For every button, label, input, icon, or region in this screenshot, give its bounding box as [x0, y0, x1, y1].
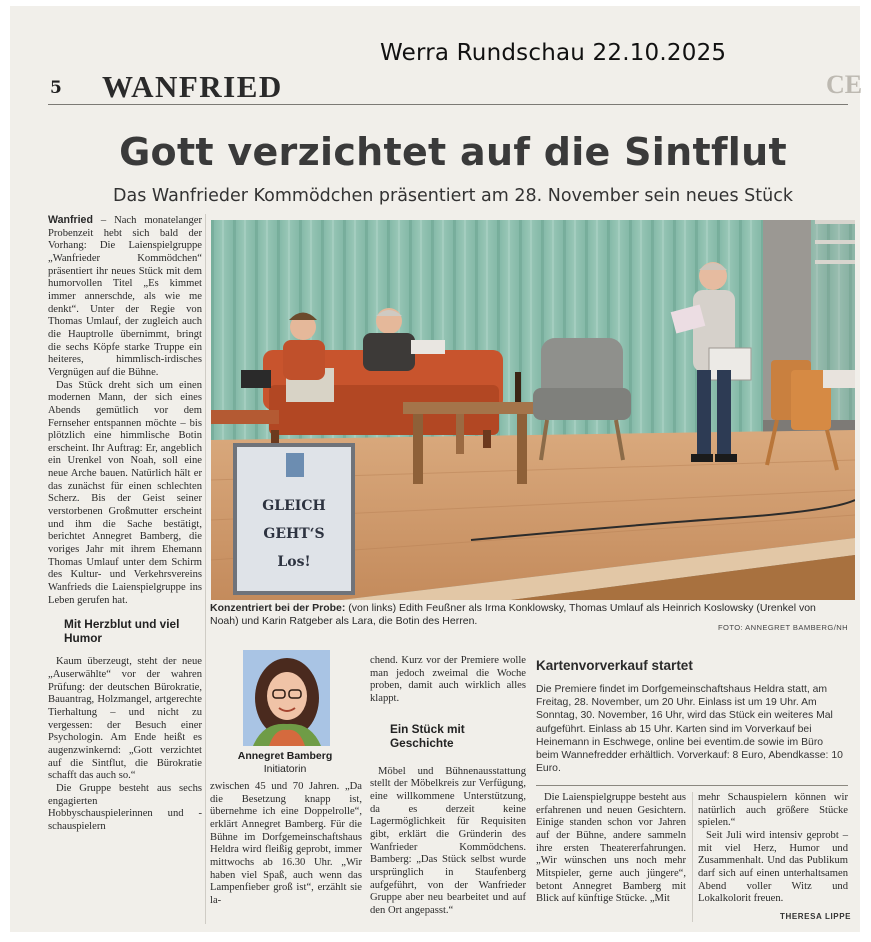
portrait-name: Annegret Bamberg — [237, 750, 333, 762]
paragraph: chend. Kurz vor der Premiere wolle man jedoch zweimal die Woche proben, damit auch wirklich alles klappt. — [370, 655, 526, 704]
photo-credit: FOTO: ANNEGRET BAMBERG/NH — [718, 623, 848, 632]
sign-line-3: Los! — [277, 554, 311, 570]
article-column-3 — [370, 655, 526, 918]
neighbor-page-bleed — [815, 240, 855, 244]
article-column-4 — [536, 792, 686, 906]
portrait-role: Initiatorin — [263, 762, 307, 775]
article-column-2 — [210, 781, 362, 908]
paragraph: Kaum überzeugt, steht der neue „Auserwählte“ vor der wahren Prüfung: der deutschen Bürokratie, Bauantrag, Holzmangel, artgerechte Tierhaltung – und nicht zu vergessen: der Besuch einer Psychologin. Am Ende heißt es augenzwinkernd: „Gott verzichtet auf die Sintflut, die Bürokratie schafft das auch so.“ — [48, 656, 202, 782]
paragraph: zwischen 45 und 70 Jahren. „Da die Besetzung knapp ist, übernehme ich eine Doppelrolle“, erklärt Annegret Bamberg. Für die Bühne im Dorfgemeinschaftshaus Heldra wird fleißig geprobt, immer mittwochs ab 16.30 Uhr. „Wir haben viel Spaß, auch wenn das Lampenfieber groß ist“, erzählt sie la- — [210, 781, 362, 906]
paragraph: Die Gruppe besteht aus sechs engagierten Hobbyschauspielerinnen und -schauspielern — [48, 782, 202, 832]
portrait-caption — [210, 750, 360, 775]
dateline: Wanfried — [48, 214, 93, 226]
article-column-5 — [698, 792, 848, 906]
author-byline: THERESA LIPPE — [780, 912, 852, 921]
sign-line-1: GLEICH — [262, 498, 326, 514]
paragraph: Die Laienspielgruppe besteht aus erfahrenen und neuen Gesichtern. Einige standen schon vor Jahren auf der Bühne, andere sammeln ihre ersten Theatererfahrungen. „Wir wünschen uns noch mehr Mitspieler, gerne auch jüngere“, betont Annegret Bamberg mit Blick auf künftige Stücke. „Mit — [536, 792, 686, 905]
headline: Gott verzichtet auf die Sintflut — [119, 130, 787, 174]
column-divider — [692, 792, 693, 922]
paragraph: Möbel und Bühnenausstattung stellt der Möbelkreis zur Verfügung, eine willkommene Unterstützung, da es derzeit keine Lagermöglichkeit für Requisiten gibt, erklärt die Gründerin des Wanfrieder Kommödchens. Bamberg: „Das Stück selbst wurde ursprünglich in Staufenberg aufgeführt, von der Wanfrieder Gruppe aber neu bearbeitet und auf den Ort angepasst.“ — [370, 765, 526, 916]
paragraph: Das Stück dreht sich um einen modernen Mann, der sich eines Abends gemütlich vor dem Fernseher entspannen möchte – bis plötzlich eine himmlische Botin erscheint. Ihr Auftrag: Er, angeblich ein Urenkel von Noah, soll eine neue Arche bauen. Natürlich hält er das zunächst für einen schlechten Scherz. Bis der Geist seiner verstorbenen Großmutter erscheint und ihm die Sache bestätigt, berichtet Annegret Bamberg, die voriges Jahr mit ihrem Ehemann Thomas Umlauf unter dem Schirm des Kultur- und Verkehrsvereins Wanfrieds die Laienspielgruppe ins Leben gerufen hat. — [48, 379, 202, 606]
subheading: Ein Stück mit Geschichte — [390, 721, 465, 750]
section-title: WANFRIED — [102, 69, 283, 104]
paragraph: Seit Juli wird intensiv geprobt – mit viel Herz, Humor und Zusammenhalt. Und das Publikum darf sich auf einen unterhaltsamen Abend voller Witz und Lokalkolorit freuen. — [698, 829, 848, 905]
caption-text: (von links) Edith Feußner als Irma Konklowsky, Thomas Umlauf als Heinrich Koslowsky (Urenkel von Noah) und Karin Ratgeber als Lara, die Botin des Herren. — [210, 602, 816, 627]
source-label: Werra Rundschau 22.10.2025 — [380, 40, 727, 66]
neighbor-page-fragment: CE — [826, 70, 863, 99]
subheading: Mit Herzblut und viel Humor — [64, 617, 180, 646]
portrait-photo — [243, 650, 330, 746]
page-number: 5 — [50, 78, 62, 98]
box-rule — [536, 785, 848, 786]
gleich-gehts-los-sign — [235, 445, 353, 593]
column-divider — [205, 214, 206, 924]
sign-line-2: GEHT‘S — [263, 526, 325, 542]
box-text: Die Premiere findet im Dorfgemeinschaftshaus Heldra statt, am Freitag, 28. November, um 20 Uhr. Einlass ist um 19 Uhr. Am Sonntag, 30. November, 16 Uhr, wird das Stück ein weiteres Mal aufgeführt. Einlass ab 15 Uhr. Karten sind im Vorverkauf bei Heinemann in Eschwege, online bei eventim.de sowie im Büro beim Wannefredder erhältlich. Vorverkauf: 8 Euro, Abendkasse: 10 Euro. — [536, 684, 843, 775]
caption-lead: Konzentriert bei der Probe: — [210, 602, 346, 614]
paragraph: – Nach monatelanger Probenzeit hebt sich bald der Vorhang: Die Laienspielgruppe „Wanfrieder Kommödchen“ präsentiert ihr neues Stück mit dem humorvollen Titel „Es kimmet immer annerschde, als wie me denkt“. Unter der Regie von Thomas Umlauf, der zugleich auch die Hauptrolle übernimmt, bringt die sechs Köpfe starke Truppe ein heiteres, himmlisch-irdisches Vergnügen auf die Bühne. — [48, 215, 202, 378]
box-headline: Kartenvorverkauf startet — [536, 658, 693, 673]
header-rule — [48, 104, 848, 105]
neighbor-page-bleed — [815, 220, 855, 224]
rehearsal-photo — [211, 220, 855, 600]
neighbor-page-bleed — [815, 260, 855, 264]
paragraph: mehr Schauspielern können wir natürlich auch größere Stücke spielen.“ — [698, 792, 848, 829]
article-column-1 — [48, 214, 202, 834]
subheadline: Das Wanfrieder Kommödchen präsentiert am 28. November sein neues Stück — [113, 186, 793, 206]
